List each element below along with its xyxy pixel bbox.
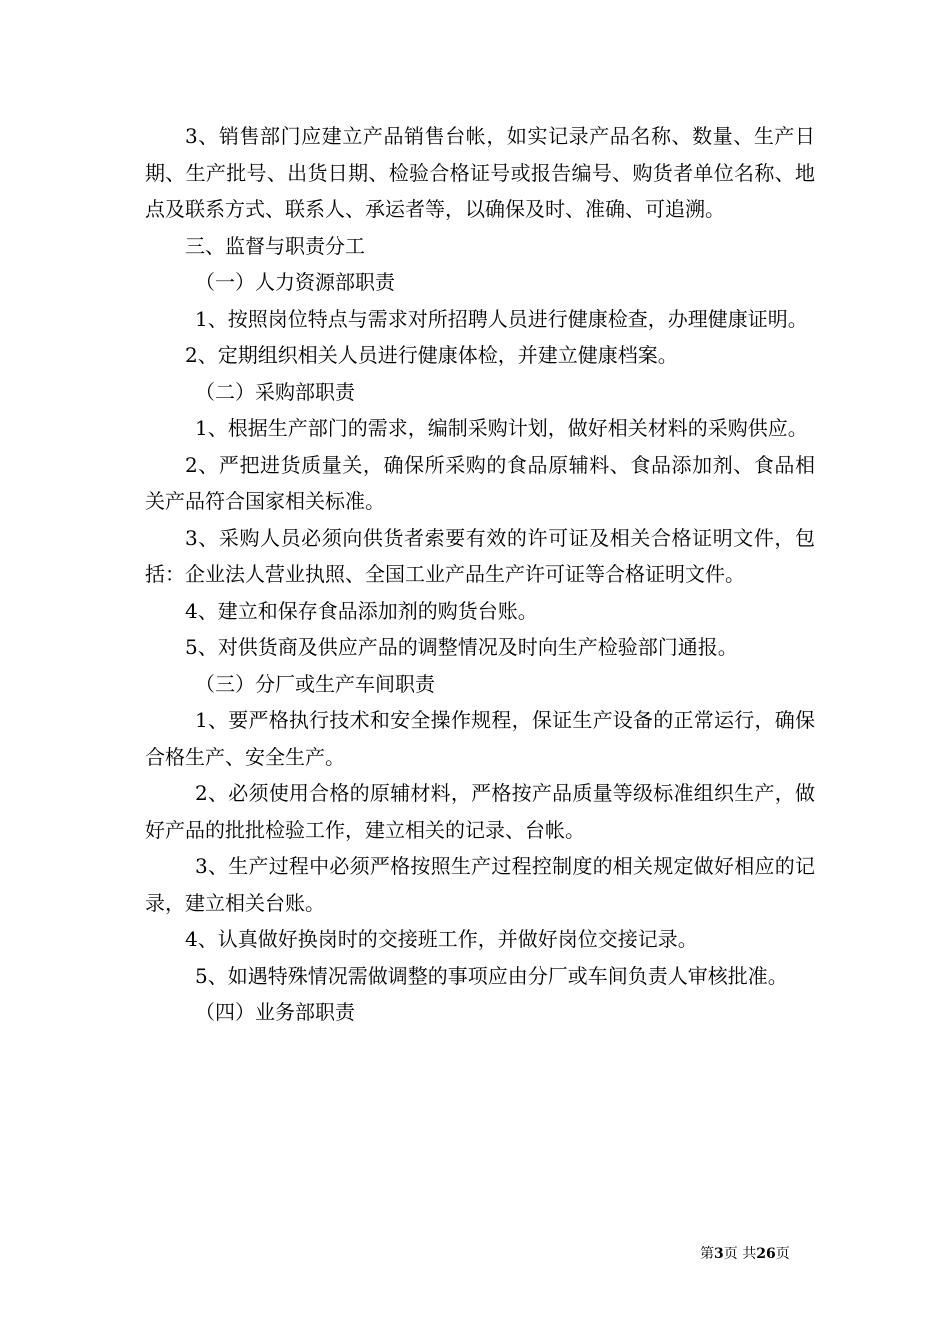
paragraph-workshop-item-2: 2、必须使用合格的原辅材料，严格按产品质量等级标准组织生产，做好产品的批批检验工作，建立相关的记录、台帐。 xyxy=(145,781,815,842)
paragraph-hr-item-2: 2、定期组织相关人员进行健康体检，并建立健康档案。 xyxy=(185,343,678,367)
footer-total-pages: 26 xyxy=(756,1246,776,1262)
footer-prefix: 第 xyxy=(700,1246,714,1262)
subsection-heading-workshop: （三）分厂或生产车间职责 xyxy=(195,671,435,696)
footer-current-page: 3 xyxy=(714,1246,724,1262)
page-footer xyxy=(700,1245,790,1263)
paragraph-sales-ledger: 3、销售部门应建立产品销售台帐，如实记录产品名称、数量、生产日期、生产批号、出货日期、检验合格证号或报告编号、购货者单位名称、地点及联系方式、联系人、承运者等，以确保及时、准确、可追溯。 xyxy=(145,124,815,221)
paragraph-workshop-item-5: 5、如遇特殊情况需做调整的事项应由分厂或车间负责人审核批准。 xyxy=(195,963,788,988)
section-heading-supervision: 三、监督与职责分工 xyxy=(185,233,365,258)
paragraph-purchasing-item-4: 4、建立和保存食品添加剂的购货台账。 xyxy=(185,598,538,623)
paragraph-workshop-item-1: 1、要严格执行技术和安全操作规程，保证生产设备的正常运行，确保合格生产、安全生产。 xyxy=(145,708,815,769)
paragraph-purchasing-item-2: 2、严把进货质量关，确保所采购的食品原辅料、食品添加剂、食品相关产品符合国家相关标准。 xyxy=(145,452,815,513)
paragraph-workshop-item-3: 3、生产过程中必须严格按照生产过程控制度的相关规定做好相应的记录，建立相关台账。 xyxy=(145,854,815,915)
footer-middle: 页 共 xyxy=(723,1246,757,1262)
subsection-heading-hr: （一）人力资源部职责 xyxy=(195,270,395,294)
document-body xyxy=(145,118,815,1031)
paragraph-purchasing-item-3: 3、采购人员必须向供货者索要有效的许可证及相关合格证明文件，包括：企业法人营业执照、全国工业产品生产许可证等合格证明文件。 xyxy=(145,525,815,586)
footer-suffix: 页 xyxy=(775,1246,790,1262)
paragraph-purchasing-item-1: 1、根据生产部门的需求，编制采购计划，做好相关材料的采购供应。 xyxy=(195,416,808,440)
subsection-heading-purchasing: （二）采购部职责 xyxy=(195,379,355,404)
paragraph-workshop-item-4: 4、认真做好换岗时的交接班工作，并做好岗位交接记录。 xyxy=(185,927,698,951)
paragraph-hr-item-1: 1、按照岗位特点与需求对所招聘人员进行健康检查，办理健康证明。 xyxy=(195,306,808,331)
subsection-heading-business: （四）业务部职责 xyxy=(195,1000,355,1024)
paragraph-purchasing-item-5: 5、对供货商及供应产品的调整情况及时向生产检验部门通报。 xyxy=(185,635,738,659)
